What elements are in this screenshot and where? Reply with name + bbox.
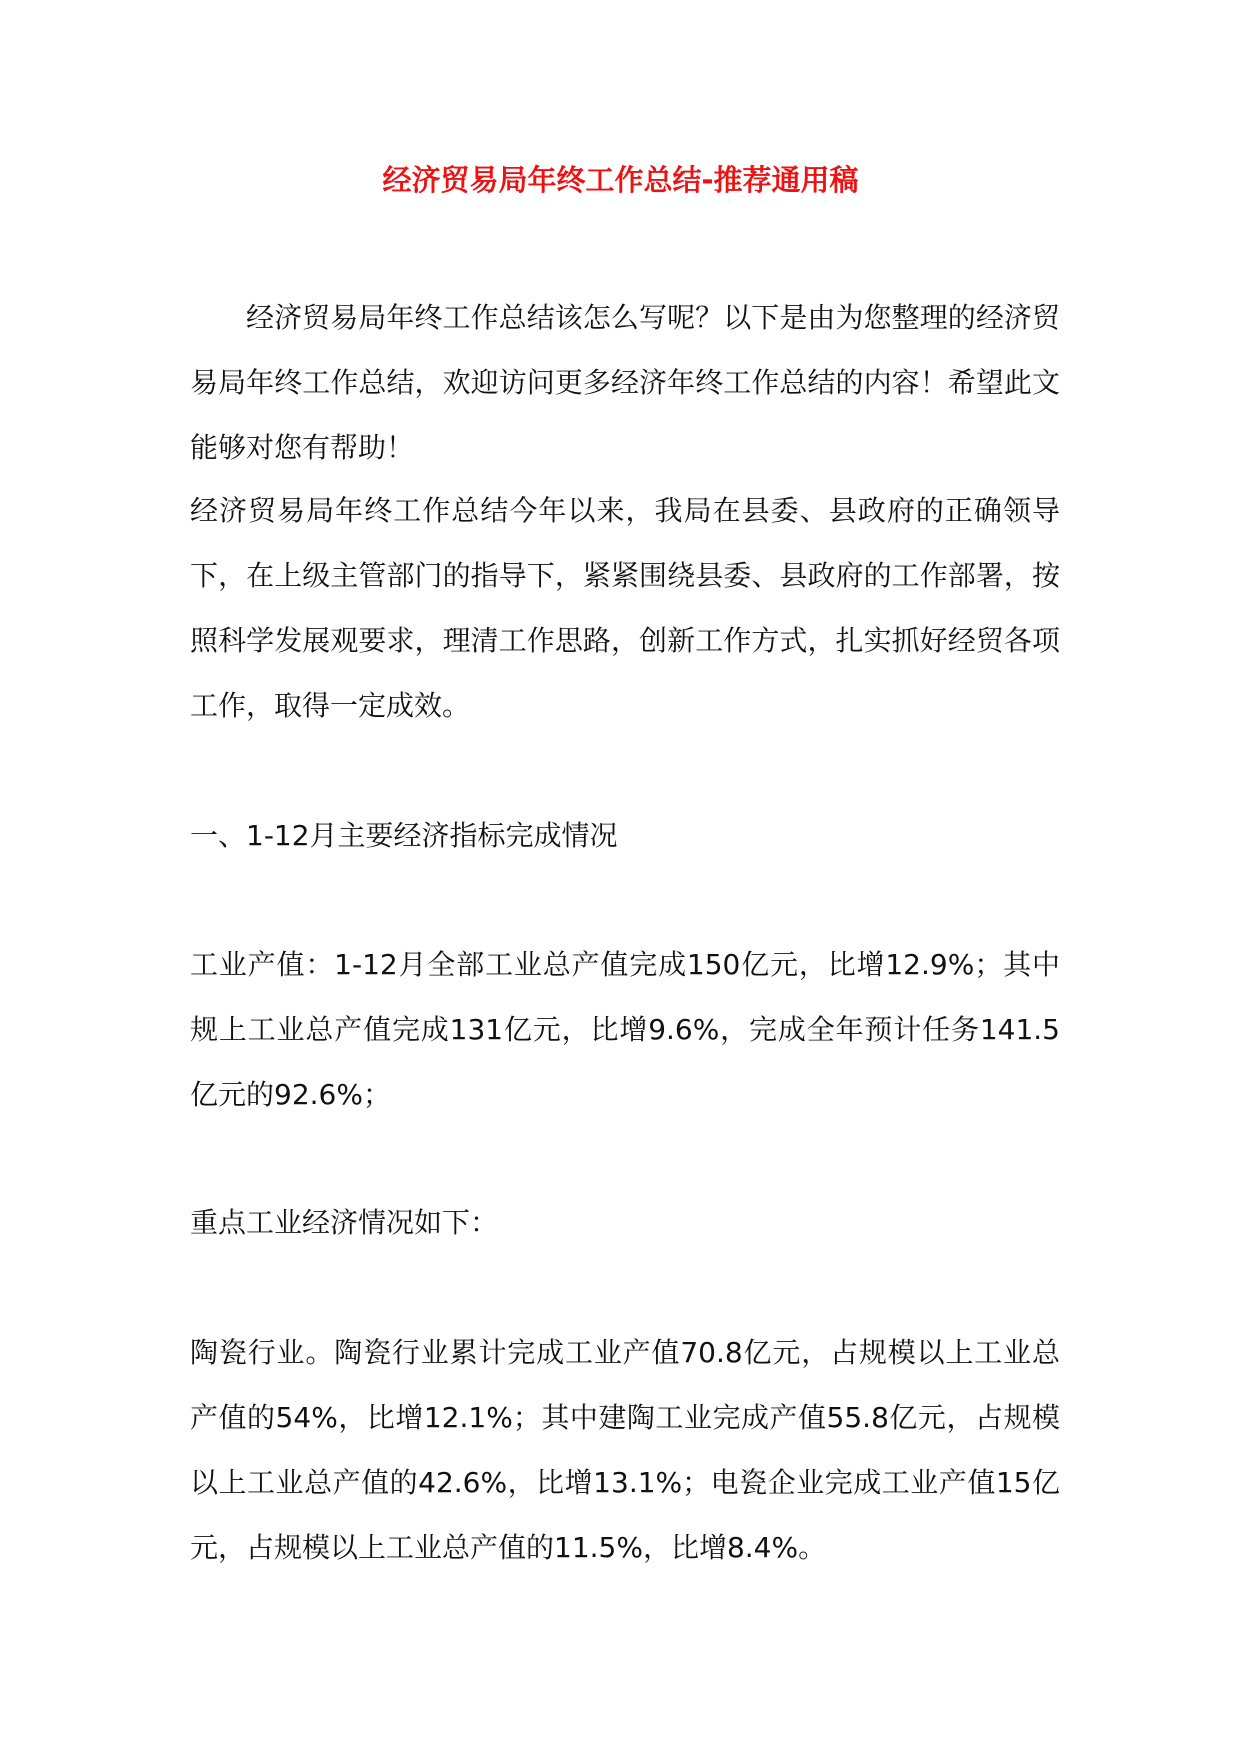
industrial-output-paragraph: 工业产值：1-12月全部工业总产值完成150亿元，比增12.9%；其中规上工业总产值完成131亿元，比增9.6%，完成全年预计任务141.5亿元的92.6%；: [190, 948, 1060, 1111]
summary-paragraph: 经济贸易局年终工作总结今年以来，我局在县委、县政府的正确领导下，在上级主管部门的指导下，紧紧围绕县委、县政府的工作部署，按照科学发展观要求，理清工作思路，创新工作方式，扎实抓好经贸各项工作，取得一定成效。: [190, 494, 1060, 722]
ceramics-paragraph: 陶瓷行业。陶瓷行业累计完成工业产值70.8亿元，占规模以上工业总产值的54%，比增12.1%；其中建陶工业完成产值55.8亿元，占规模以上工业总产值的42.6%，比增13.1%；电瓷企业完成工业产值15亿元，占规模以上工业总产值的11.5%，比增8.4%。: [190, 1336, 1060, 1564]
document-title: 经济贸易局年终工作总结-推荐通用稿: [382, 163, 859, 197]
section-heading: 一、1-12月主要经济指标完成情况: [190, 819, 618, 852]
intro-paragraph: 经济贸易局年终工作总结该怎么写呢？以下是由为您整理的经济贸易局年终工作总结，欢迎访问更多经济年终工作总结的内容！希望此文能够对您有帮助！: [190, 301, 1060, 464]
key-industry-intro: 重点工业经济情况如下：: [190, 1206, 499, 1239]
